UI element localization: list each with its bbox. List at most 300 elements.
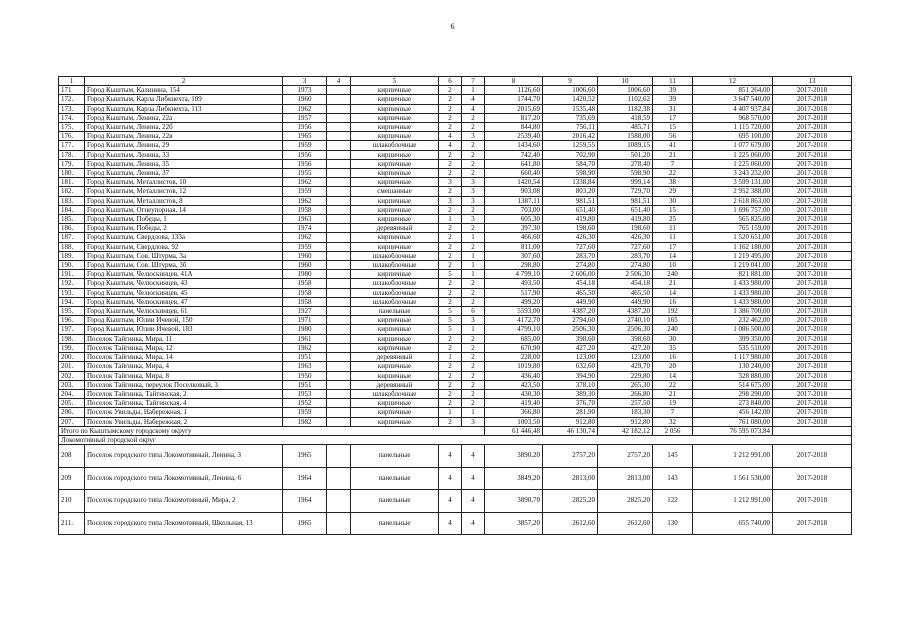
header-cell: 7 bbox=[462, 77, 485, 86]
table-row bbox=[59, 445, 852, 468]
cell-col-4 bbox=[327, 169, 351, 178]
cell-col-5: кирпичные bbox=[351, 132, 439, 141]
cell-col-7: 2 bbox=[462, 380, 485, 389]
cell-col-11: 21 bbox=[653, 150, 693, 159]
cell-col-6: 2 bbox=[439, 334, 462, 343]
cell-col-8: 3890,20 bbox=[485, 445, 543, 468]
cell-col-13: 2017-2018 bbox=[773, 288, 852, 297]
cell-col-2: Город Кыштым, Юлии Ичевой, 150 bbox=[85, 316, 283, 325]
header-cell: 4 bbox=[327, 77, 351, 86]
cell-col-7: 2 bbox=[462, 399, 485, 408]
cell-col-7: 1 bbox=[462, 270, 485, 279]
cell-col-1: 187. bbox=[59, 233, 85, 242]
cell-col-11: 29 bbox=[653, 187, 693, 196]
cell-col-7: 3 bbox=[462, 196, 485, 205]
cell-col-8: 660,40 bbox=[485, 169, 543, 178]
table-row bbox=[59, 150, 852, 159]
cell-col-9: 2757,20 bbox=[543, 445, 598, 468]
cell-col-9: 1006,60 bbox=[543, 86, 598, 95]
cell-col-11: 143 bbox=[653, 467, 693, 490]
cell-col-2: Город Кыштым, Свердлова, 92 bbox=[85, 242, 283, 251]
header-cell: 8 bbox=[485, 77, 543, 86]
cell-col-13: 2017-2018 bbox=[773, 353, 852, 362]
cell-col-7: 1 bbox=[462, 86, 485, 95]
cell-col-10: 465,50 bbox=[598, 288, 653, 297]
table-row bbox=[59, 371, 852, 380]
cell-col-5: шлакоблочные bbox=[351, 389, 439, 398]
cell-col-11: 39 bbox=[653, 95, 693, 104]
cell-col-9: 2506,30 bbox=[543, 325, 598, 334]
table-row bbox=[59, 334, 852, 343]
cell-col-5: кирпичные bbox=[351, 343, 439, 352]
cell-col-7: 2 bbox=[462, 371, 485, 380]
cell-col-9: 2016,42 bbox=[543, 132, 598, 141]
cell-col-9: 912,80 bbox=[543, 417, 598, 426]
cell-col-5: кирпичные bbox=[351, 417, 439, 426]
table-row bbox=[59, 215, 852, 224]
cell-col-10: 183,30 bbox=[598, 408, 653, 417]
cell-col-8: 742,40 bbox=[485, 150, 543, 159]
cell-col-6: 2 bbox=[439, 371, 462, 380]
cell-col-4 bbox=[327, 196, 351, 205]
table-row bbox=[59, 389, 852, 398]
cell-col-11: 30 bbox=[653, 196, 693, 205]
cell-col-11: 7 bbox=[653, 408, 693, 417]
cell-col-2: Город Кыштым, Огнеупорная, 14 bbox=[85, 205, 283, 214]
cell-col-9: 702,90 bbox=[543, 150, 598, 159]
cell-col-7: 2 bbox=[462, 389, 485, 398]
cell-col-13: 2017-2018 bbox=[773, 307, 852, 316]
table-row bbox=[59, 251, 852, 260]
cell-col-2: Город Кыштым, Сов. Штурма, 3б bbox=[85, 261, 283, 270]
cell-col-6: 2 bbox=[439, 399, 462, 408]
cell-col-5: кирпичные bbox=[351, 362, 439, 371]
cell-col-4 bbox=[327, 233, 351, 242]
cell-col-9: 389,30 bbox=[543, 389, 598, 398]
cell-col-12: 232 462,00 bbox=[693, 316, 773, 325]
table-row bbox=[59, 104, 852, 113]
cell-col-3: 1951 bbox=[283, 380, 327, 389]
cell-col-11: 15 bbox=[653, 205, 693, 214]
cell-col-5: панельные bbox=[351, 490, 439, 513]
cell-col-2: Город Кыштым, Челюскинцев, 43 bbox=[85, 279, 283, 288]
cell-col-8: 3857,20 bbox=[485, 512, 543, 535]
cell-col-8: 307,60 bbox=[485, 251, 543, 260]
cell-col-3: 1961 bbox=[283, 334, 327, 343]
table-row bbox=[59, 353, 852, 362]
cell-col-12: 1 561 530,00 bbox=[693, 467, 773, 490]
cell-col-8: 499,20 bbox=[485, 297, 543, 306]
cell-col-1: 180. bbox=[59, 169, 85, 178]
cell-col-8: 4172,70 bbox=[485, 316, 543, 325]
table-row bbox=[59, 224, 852, 233]
cell-col-4 bbox=[327, 316, 351, 325]
cell-col-11: 56 bbox=[653, 132, 693, 141]
cell-col-10: 429,70 bbox=[598, 362, 653, 371]
cell-col-1: 207. bbox=[59, 417, 85, 426]
cell-col-2: Город Кыштым, Ленина, 29 bbox=[85, 141, 283, 150]
cell-col-4 bbox=[327, 159, 351, 168]
cell-col-3: 1974 bbox=[283, 224, 327, 233]
cell-col-4 bbox=[327, 215, 351, 224]
cell-col-13: 2017-2018 bbox=[773, 261, 852, 270]
table-row bbox=[59, 417, 852, 426]
cell-col-11: 11 bbox=[653, 224, 693, 233]
cell-col-10: 265,30 bbox=[598, 380, 653, 389]
cell-col-8: 1744,70 bbox=[485, 95, 543, 104]
cell-col-6: 2 bbox=[439, 389, 462, 398]
cell-col-5: кирпичные bbox=[351, 334, 439, 343]
cell-col-7: 4 bbox=[462, 95, 485, 104]
cell-col-5: кирпичные bbox=[351, 159, 439, 168]
cell-col-11: 240 bbox=[653, 325, 693, 334]
cell-col-2: Город Кыштым, Челюскинцев, 61 bbox=[85, 307, 283, 316]
cell-col-8: 605,30 bbox=[485, 215, 543, 224]
cell-col-13: 2017-2018 bbox=[773, 316, 852, 325]
cell-col-10: 2825,20 bbox=[598, 490, 653, 513]
cell-col-4 bbox=[327, 251, 351, 260]
total-value: 46 130,74 bbox=[543, 426, 598, 435]
section-title: Локомотивный городской округ bbox=[59, 435, 852, 444]
cell-col-9: 426,30 bbox=[543, 233, 598, 242]
cell-col-13: 2017-2018 bbox=[773, 334, 852, 343]
cell-col-6: 2 bbox=[439, 224, 462, 233]
cell-col-11: 17 bbox=[653, 113, 693, 122]
cell-col-4 bbox=[327, 297, 351, 306]
cell-col-6: 4 bbox=[439, 445, 462, 468]
cell-col-13: 2017-2018 bbox=[773, 270, 852, 279]
cell-col-8: 366,80 bbox=[485, 408, 543, 417]
cell-col-4 bbox=[327, 132, 351, 141]
cell-col-12: 1 433 980,00 bbox=[693, 288, 773, 297]
cell-col-8: 2015,69 bbox=[485, 104, 543, 113]
cell-col-5: кирпичные bbox=[351, 86, 439, 95]
cell-col-5: шлакоблочные bbox=[351, 261, 439, 270]
cell-col-1: 210 bbox=[59, 490, 85, 513]
cell-col-9: 1338,84 bbox=[543, 178, 598, 187]
cell-col-7: 2 bbox=[462, 123, 485, 132]
cell-col-12: 3 599 131,00 bbox=[693, 178, 773, 187]
table-row bbox=[59, 95, 852, 104]
cell-col-5: кирпичные bbox=[351, 205, 439, 214]
cell-col-13: 2017-2018 bbox=[773, 169, 852, 178]
cell-col-10: 2740,10 bbox=[598, 316, 653, 325]
cell-col-11: 39 bbox=[653, 86, 693, 95]
cell-col-11: 31 bbox=[653, 104, 693, 113]
cell-col-10: 283,70 bbox=[598, 251, 653, 260]
cell-col-12: 968 570,00 bbox=[693, 113, 773, 122]
cell-col-5: кирпичные bbox=[351, 104, 439, 113]
cell-col-4 bbox=[327, 205, 351, 214]
cell-col-13: 2017-2018 bbox=[773, 417, 852, 426]
cell-col-13: 2017-2018 bbox=[773, 196, 852, 205]
cell-col-5: кирпичные bbox=[351, 215, 439, 224]
cell-col-4 bbox=[327, 512, 351, 535]
cell-col-2: Поселок городского типа Локомотивный, Ленина, 3 bbox=[85, 445, 283, 468]
cell-col-1: 183. bbox=[59, 196, 85, 205]
cell-col-11: 14 bbox=[653, 251, 693, 260]
cell-col-3: 1962 bbox=[283, 343, 327, 352]
cell-col-5: кирпичные bbox=[351, 399, 439, 408]
cell-col-12: 655 740,00 bbox=[693, 512, 773, 535]
cell-col-13: 2017-2018 bbox=[773, 297, 852, 306]
cell-col-3: 1964 bbox=[283, 490, 327, 513]
table-row bbox=[59, 325, 852, 334]
cell-col-4 bbox=[327, 150, 351, 159]
cell-col-13: 2017-2018 bbox=[773, 132, 852, 141]
cell-col-7: 2 bbox=[462, 343, 485, 352]
header-cell: 11 bbox=[653, 77, 693, 86]
cell-col-2: Город Кыштым, Карла Либкнехта, 113 bbox=[85, 104, 283, 113]
cell-col-1: 208 bbox=[59, 445, 85, 468]
cell-col-12: 2 618 863,00 bbox=[693, 196, 773, 205]
cell-col-11: 41 bbox=[653, 141, 693, 150]
column-number-header bbox=[59, 77, 852, 86]
cell-col-2: Город Кыштым, Челюскинцев, 41А bbox=[85, 270, 283, 279]
cell-col-12: 1 225 060,00 bbox=[693, 150, 773, 159]
cell-col-11: 38 bbox=[653, 178, 693, 187]
cell-col-9: 274,80 bbox=[543, 261, 598, 270]
table-row bbox=[59, 490, 852, 513]
cell-col-9: 378,10 bbox=[543, 380, 598, 389]
cell-col-2: Поселок Тайгинка, Мира, 11 bbox=[85, 334, 283, 343]
cell-col-6: 2 bbox=[439, 233, 462, 242]
cell-col-6: 2 bbox=[439, 343, 462, 352]
cell-col-6: 4 bbox=[439, 512, 462, 535]
cell-col-3: 1951 bbox=[283, 353, 327, 362]
cell-col-6: 3 bbox=[439, 178, 462, 187]
cell-col-3: 1958 bbox=[283, 288, 327, 297]
section-title-row bbox=[59, 435, 852, 444]
cell-col-11: 25 bbox=[653, 215, 693, 224]
cell-col-8: 228,00 bbox=[485, 353, 543, 362]
cell-col-8: 1126,60 bbox=[485, 86, 543, 95]
cell-col-6: 2 bbox=[439, 150, 462, 159]
cell-col-3: 1959 bbox=[283, 187, 327, 196]
cell-col-9: 2612,60 bbox=[543, 512, 598, 535]
cell-col-1: 196. bbox=[59, 316, 85, 325]
cell-col-12: 1 212 991,00 bbox=[693, 445, 773, 468]
cell-col-10: 1182,38 bbox=[598, 104, 653, 113]
cell-col-10: 278,40 bbox=[598, 159, 653, 168]
cell-col-4 bbox=[327, 334, 351, 343]
cell-col-6: 3 bbox=[439, 196, 462, 205]
cell-col-10: 2 506,30 bbox=[598, 270, 653, 279]
cell-col-9: 2 606,00 bbox=[543, 270, 598, 279]
cell-col-10: 1588,00 bbox=[598, 132, 653, 141]
page-number: 6 bbox=[450, 22, 455, 31]
cell-col-2: Город Кыштым, Карла Либкнехта, 109 bbox=[85, 95, 283, 104]
cell-col-5: кирпичные bbox=[351, 178, 439, 187]
cell-col-7: 2 bbox=[462, 242, 485, 251]
cell-col-12: 1 086 500,00 bbox=[693, 325, 773, 334]
cell-col-10: 427,20 bbox=[598, 343, 653, 352]
cell-col-12: 851 264,00 bbox=[693, 86, 773, 95]
cell-col-1: 189. bbox=[59, 251, 85, 260]
cell-col-5: кирпичные bbox=[351, 408, 439, 417]
cell-col-12: 1 433 980,00 bbox=[693, 279, 773, 288]
cell-col-8: 466,60 bbox=[485, 233, 543, 242]
cell-col-10: 449,90 bbox=[598, 297, 653, 306]
cell-col-2: Поселок Тайгинка, Мира, 14 bbox=[85, 353, 283, 362]
cell-col-5: кирпичные bbox=[351, 95, 439, 104]
cell-col-12: 1 219 041,00 bbox=[693, 261, 773, 270]
cell-col-2: Город Кыштым, Ленина, 37 bbox=[85, 169, 283, 178]
cell-col-13: 2017-2018 bbox=[773, 251, 852, 260]
cell-col-3: 1959 bbox=[283, 408, 327, 417]
cell-col-13: 2017-2018 bbox=[773, 123, 852, 132]
cell-col-2: Поселок городского типа Локомотивный, Школьная, 13 bbox=[85, 512, 283, 535]
cell-col-5: кирпичные bbox=[351, 325, 439, 334]
header-cell: 2 bbox=[85, 77, 283, 86]
cell-col-10: 1089,15 bbox=[598, 141, 653, 150]
cell-col-4 bbox=[327, 141, 351, 150]
cell-col-6: 2 bbox=[439, 362, 462, 371]
cell-col-11: 21 bbox=[653, 389, 693, 398]
cell-col-3: 1965 bbox=[283, 132, 327, 141]
cell-col-8: 517,90 bbox=[485, 288, 543, 297]
cell-col-2: Поселок городского типа Локомотивный, Мира, 2 bbox=[85, 490, 283, 513]
cell-col-4 bbox=[327, 270, 351, 279]
cell-col-6: 2 bbox=[439, 86, 462, 95]
cell-col-7: 3 bbox=[462, 187, 485, 196]
cell-col-8: 4799,10 bbox=[485, 325, 543, 334]
cell-col-12: 1 386 700,00 bbox=[693, 307, 773, 316]
cell-col-3: 1959 bbox=[283, 141, 327, 150]
cell-col-11: 7 bbox=[653, 159, 693, 168]
cell-col-9: 427,20 bbox=[543, 343, 598, 352]
cell-col-10: 651,40 bbox=[598, 205, 653, 214]
cell-col-11: 122 bbox=[653, 490, 693, 513]
cell-col-10: 274,80 bbox=[598, 261, 653, 270]
cell-col-1: 209 bbox=[59, 467, 85, 490]
cell-col-7: 2 bbox=[462, 288, 485, 297]
cell-col-8: 1003,50 bbox=[485, 417, 543, 426]
cell-col-8: 817,20 bbox=[485, 113, 543, 122]
cell-col-8: 844,80 bbox=[485, 123, 543, 132]
cell-col-9: 123,00 bbox=[543, 353, 598, 362]
cell-col-4 bbox=[327, 86, 351, 95]
total-label: Итого по Кыштымскому городскому округу bbox=[59, 426, 485, 435]
cell-col-6: 2 bbox=[439, 123, 462, 132]
table-row bbox=[59, 113, 852, 122]
cell-col-6: 1 bbox=[439, 408, 462, 417]
cell-col-10: 729,70 bbox=[598, 187, 653, 196]
cell-col-3: 1956 bbox=[283, 123, 327, 132]
cell-col-9: 803,20 bbox=[543, 187, 598, 196]
cell-col-13: 2017-2018 bbox=[773, 233, 852, 242]
cell-col-8: 670,90 bbox=[485, 343, 543, 352]
cell-col-12: 535 510,00 bbox=[693, 343, 773, 352]
cell-col-6: 2 bbox=[439, 113, 462, 122]
table-row bbox=[59, 297, 852, 306]
cell-col-5: шлакоблочные bbox=[351, 288, 439, 297]
cell-col-13: 2017-2018 bbox=[773, 362, 852, 371]
cell-col-1: 204. bbox=[59, 389, 85, 398]
cell-col-4 bbox=[327, 288, 351, 297]
cell-col-6: 2 bbox=[439, 205, 462, 214]
cell-col-11: 32 bbox=[653, 417, 693, 426]
cell-col-3: 1965 bbox=[283, 512, 327, 535]
cell-col-4 bbox=[327, 178, 351, 187]
cell-col-6: 4 bbox=[439, 132, 462, 141]
cell-col-1: 186. bbox=[59, 224, 85, 233]
cell-col-3: 1962 bbox=[283, 178, 327, 187]
cell-col-6: 1 bbox=[439, 215, 462, 224]
table-row bbox=[59, 86, 852, 95]
cell-col-4 bbox=[327, 224, 351, 233]
cell-col-12: 328 880,00 bbox=[693, 371, 773, 380]
cell-col-10: 999,14 bbox=[598, 178, 653, 187]
cell-col-1: 195. bbox=[59, 307, 85, 316]
cell-col-2: Город Кыштым, Победы, 2 bbox=[85, 224, 283, 233]
cell-col-2: Город Кыштым, Юлии Ичевой, 183 bbox=[85, 325, 283, 334]
cell-col-11: 10 bbox=[653, 261, 693, 270]
cell-col-6: 4 bbox=[439, 490, 462, 513]
cell-col-4 bbox=[327, 371, 351, 380]
cell-col-13: 2017-2018 bbox=[773, 343, 852, 352]
cell-col-2: Город Кыштым, Металлистов, 8 bbox=[85, 196, 283, 205]
cell-col-8: 2539,40 bbox=[485, 132, 543, 141]
cell-col-7: 2 bbox=[462, 279, 485, 288]
table-row bbox=[59, 123, 852, 132]
cell-col-12: 565 825,00 bbox=[693, 215, 773, 224]
cell-col-1: 172. bbox=[59, 95, 85, 104]
header-cell: 12 bbox=[693, 77, 773, 86]
cell-col-10: 454,18 bbox=[598, 279, 653, 288]
cell-col-1: 199. bbox=[59, 343, 85, 352]
cell-col-10: 2757,20 bbox=[598, 445, 653, 468]
cell-col-12: 1 520 651,00 bbox=[693, 233, 773, 242]
cell-col-1: 193. bbox=[59, 288, 85, 297]
cell-col-2: Город Кыштым, Челюскинцев, 47 bbox=[85, 297, 283, 306]
cell-col-2: Поселок Тайгинка, Мира, 4 bbox=[85, 362, 283, 371]
cell-col-7: 2 bbox=[462, 334, 485, 343]
header-cell: 1 bbox=[59, 77, 85, 86]
cell-col-7: 1 bbox=[462, 261, 485, 270]
cell-col-5: шлакоблочные bbox=[351, 297, 439, 306]
cell-col-10: 598,90 bbox=[598, 169, 653, 178]
cell-col-5: деревянный bbox=[351, 224, 439, 233]
cell-col-1: 191. bbox=[59, 270, 85, 279]
cell-col-11: 14 bbox=[653, 288, 693, 297]
cell-col-9: 465,50 bbox=[543, 288, 598, 297]
cell-col-4 bbox=[327, 279, 351, 288]
cell-col-9: 398,60 bbox=[543, 334, 598, 343]
cell-col-8: 1420,54 bbox=[485, 178, 543, 187]
cell-col-9: 735,69 bbox=[543, 113, 598, 122]
total-value: 2 056 bbox=[653, 426, 693, 435]
cell-col-12: 1 433 980,00 bbox=[693, 297, 773, 306]
cell-col-1: 176. bbox=[59, 132, 85, 141]
cell-col-2: Город Кыштым, Сов. Штурма, 3а bbox=[85, 251, 283, 260]
cell-col-12: 4 407 937,84 bbox=[693, 104, 773, 113]
cell-col-9: 727,60 bbox=[543, 242, 598, 251]
cell-col-4 bbox=[327, 242, 351, 251]
cell-col-11: 21 bbox=[653, 279, 693, 288]
cell-col-9: 981,51 bbox=[543, 196, 598, 205]
header-cell: 5 bbox=[351, 77, 439, 86]
cell-col-6: 5 bbox=[439, 307, 462, 316]
table-row bbox=[59, 467, 852, 490]
cell-col-11: 165 bbox=[653, 316, 693, 325]
total-value bbox=[773, 426, 852, 435]
cell-col-13: 2017-2018 bbox=[773, 113, 852, 122]
table-row bbox=[59, 512, 852, 535]
cell-col-9: 632,60 bbox=[543, 362, 598, 371]
cell-col-11: 14 bbox=[653, 371, 693, 380]
cell-col-8: 1387,11 bbox=[485, 196, 543, 205]
